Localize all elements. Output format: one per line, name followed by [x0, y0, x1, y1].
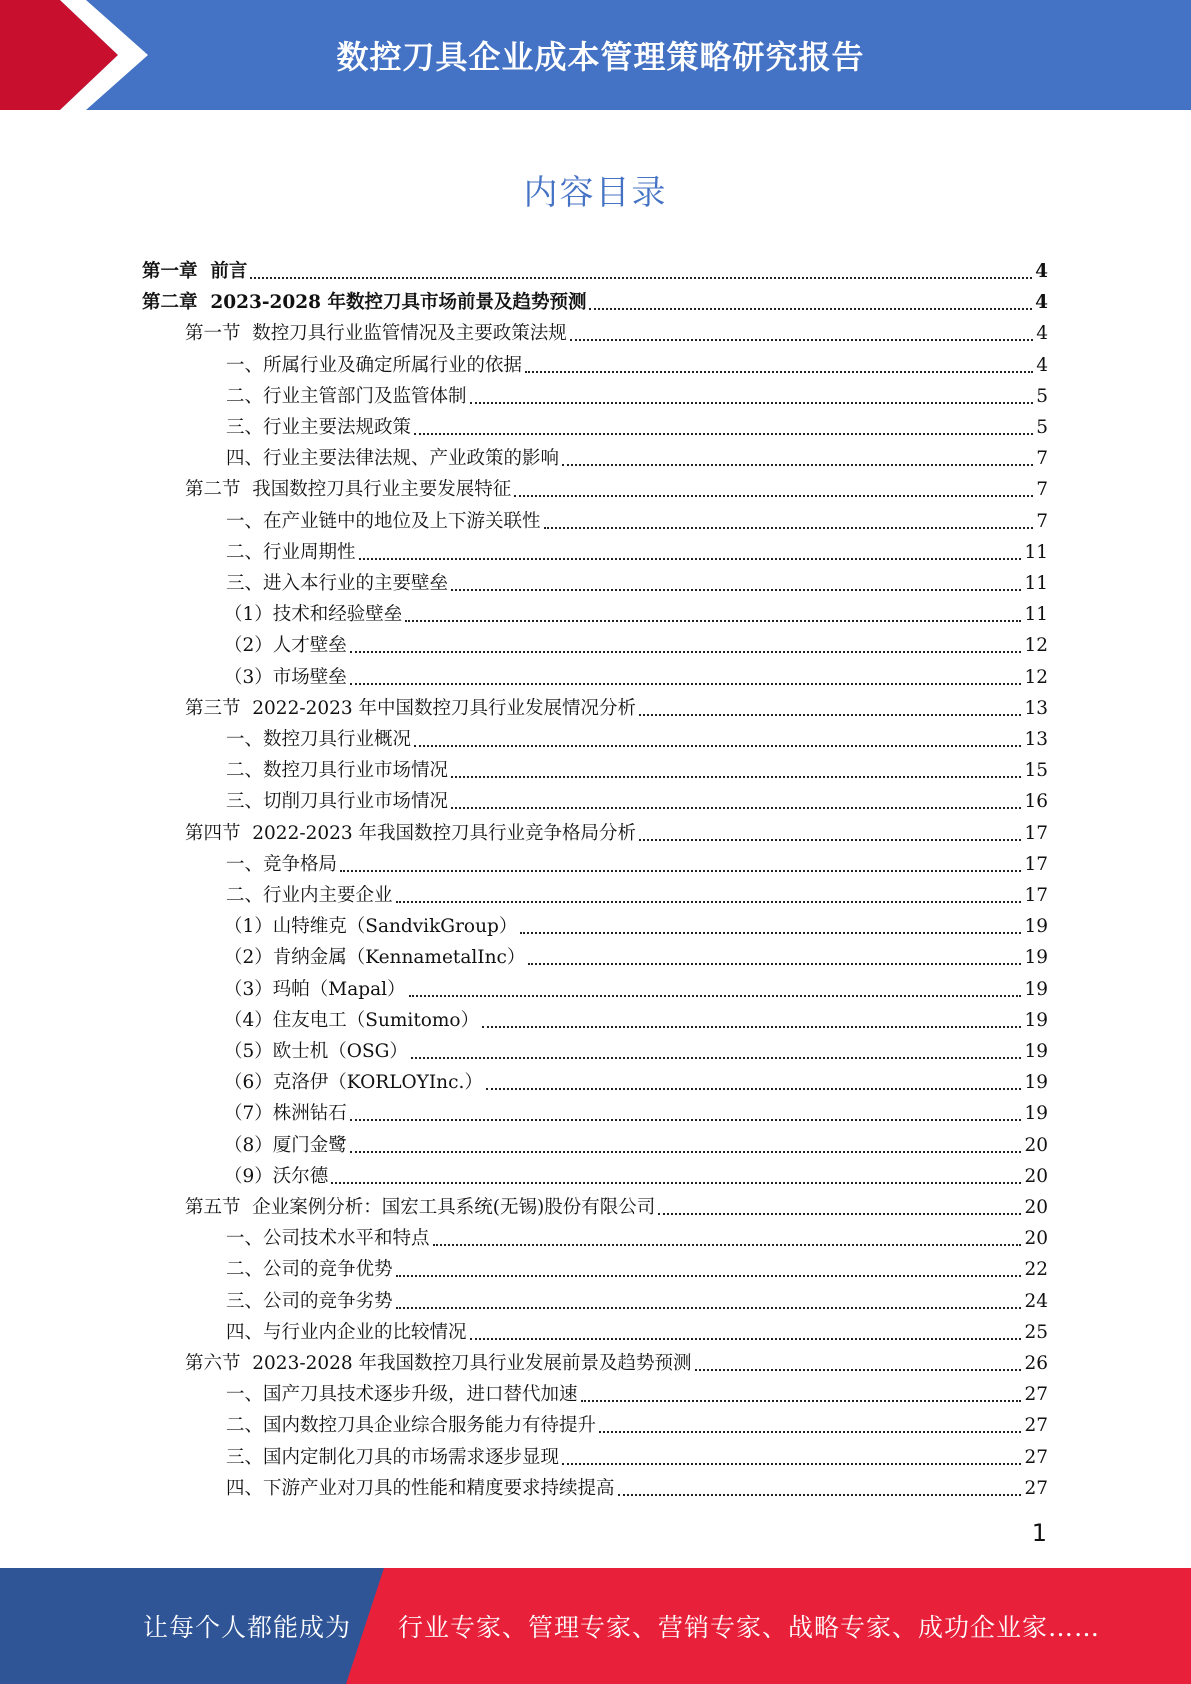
toc-entry-page: 20	[1024, 1134, 1048, 1156]
toc-entry-page: 27	[1024, 1384, 1048, 1406]
toc-entry-title: 三、进入本行业的主要壁垒	[226, 573, 449, 594]
toc-dot-leader	[581, 1398, 1022, 1402]
toc-dot-leader	[250, 275, 1032, 279]
toc-dot-leader	[451, 587, 1021, 591]
toc-entry-title: 第一节 数控刀具行业监管情况及主要政策法规	[185, 323, 567, 345]
toc-entry-page: 27	[1024, 1446, 1048, 1468]
toc-entry[interactable]	[185, 314, 1048, 345]
toc-entry-page: 4	[1036, 354, 1048, 376]
toc-entry-page: 17	[1024, 885, 1048, 906]
toc-dot-leader	[359, 556, 1022, 560]
toc-entry-title: 一、在产业链中的地位及上下游关联性	[226, 510, 541, 532]
page-number: 1	[1031, 1519, 1047, 1547]
toc-entry[interactable]	[224, 1001, 1048, 1032]
toc-entry[interactable]	[226, 1469, 1048, 1500]
toc-entry-title: 二、公司的竞争优势	[226, 1259, 393, 1281]
toc-dot-leader	[562, 1461, 1021, 1465]
toc-entry-page: 27	[1024, 1477, 1048, 1499]
toc-entry-page: 19	[1024, 947, 1048, 969]
toc-entry-page: 19	[1024, 1103, 1048, 1125]
toc-entry-title: 一、公司技术水平和特点	[226, 1228, 430, 1250]
toc-heading: 内容目录	[523, 173, 668, 213]
toc-dot-leader	[658, 1211, 1021, 1215]
toc-entry[interactable]	[185, 1188, 1048, 1219]
toc-entry-page: 22	[1024, 1259, 1048, 1281]
toc-entry[interactable]	[224, 1094, 1048, 1125]
toc-entry[interactable]	[224, 907, 1048, 938]
toc-dot-leader	[639, 837, 1021, 841]
toc-dot-leader	[470, 400, 1034, 404]
toc-entry-title: （9）沃尔德	[224, 1165, 329, 1187]
toc-entry-page: 19	[1024, 1009, 1048, 1031]
toc-entry-page: 13	[1024, 729, 1048, 750]
toc-entry-page: 4	[1035, 292, 1048, 314]
toc-dot-leader	[414, 431, 1033, 435]
toc-entry[interactable]	[224, 658, 1048, 689]
toc-entry-title: （6）克洛伊（KORLOYInc.）	[224, 1072, 483, 1094]
toc-entry[interactable]	[226, 1313, 1048, 1344]
toc-entry-title: 第四节 2022-2023 年我国数控刀具行业竞争格局分析	[185, 822, 637, 844]
toc-entry-title: （4）住友电工（Sumitomo）	[224, 1009, 480, 1031]
toc-entry-title: （8）厦门金鹭	[224, 1134, 347, 1156]
toc-entry-page: 7	[1036, 448, 1048, 470]
toc-entry-title: 二、数控刀具行业市场情况	[226, 760, 449, 782]
toc-dot-leader	[570, 337, 1033, 341]
toc-dot-leader	[396, 1305, 1022, 1309]
toc-entry[interactable]	[226, 1438, 1048, 1469]
footer-slogan-left: 让每个人都能成为	[143, 1613, 352, 1642]
toc-entry[interactable]	[224, 1157, 1048, 1188]
toc-entry-page: 12	[1024, 666, 1048, 688]
toc-entry-title: （1）技术和经验壁垒	[224, 604, 403, 626]
toc-entry-title: 三、公司的竞争劣势	[226, 1290, 393, 1312]
toc-entry-page: 20	[1024, 1197, 1048, 1218]
toc-dot-leader	[409, 993, 1022, 997]
toc-entry[interactable]	[226, 720, 1048, 751]
toc-entry-title: 第一章 前言	[142, 261, 248, 282]
footer-slogan-right: 行业专家、管理专家、营销专家、战略专家、成功企业家……	[398, 1613, 1101, 1642]
toc-entry[interactable]	[226, 1219, 1048, 1250]
toc-entry-title: 一、国产刀具技术逐步升级，进口替代加速	[226, 1384, 578, 1406]
toc-dot-leader	[350, 681, 1022, 685]
toc-entry[interactable]	[224, 1032, 1048, 1063]
toc-dot-leader	[589, 306, 1032, 310]
toc-entry-title: 第二节 我国数控刀具行业主要发展特征	[185, 479, 512, 501]
toc-entry-page: 7	[1036, 510, 1048, 532]
toc-entry[interactable]	[224, 595, 1048, 626]
toc-dot-leader	[331, 1180, 1021, 1184]
toc-entry[interactable]	[226, 876, 1048, 907]
toc-dot-leader	[470, 1336, 1022, 1340]
toc-entry-title: 三、行业主要法规政策	[226, 417, 412, 438]
toc-entry-title: 四、行业主要法律法规、产业政策的影响	[226, 448, 560, 470]
toc-entry[interactable]	[226, 346, 1048, 377]
toc-dot-leader	[544, 525, 1034, 529]
toc-entry[interactable]	[226, 1282, 1048, 1313]
toc-entry[interactable]	[224, 938, 1048, 969]
toc-entry[interactable]	[185, 1344, 1048, 1375]
toc-entry-title: 第五节 企业案例分析：国宏工具系统(无锡)股份有限公司	[185, 1197, 656, 1218]
toc-entry[interactable]	[142, 252, 1048, 283]
toc-dot-leader	[350, 1149, 1022, 1153]
toc-entry-page: 27	[1024, 1415, 1048, 1437]
toc-entry[interactable]	[226, 782, 1048, 813]
toc-dot-leader	[411, 1055, 1022, 1059]
toc-dot-leader	[639, 712, 1021, 716]
toc-dot-leader	[525, 369, 1033, 373]
toc-entry-title: 三、切削刀具行业市场情况	[226, 791, 449, 813]
toc-entry-title: （3）市场壁垒	[224, 666, 347, 688]
toc-entry-title: （2）肯纳金属（KennametalInc）	[224, 947, 526, 969]
toc-entry-title: 四、下游产业对刀具的性能和精度要求持续提高	[226, 1477, 615, 1499]
toc-entry-title: 四、与行业内企业的比较情况	[226, 1321, 467, 1343]
report-title: 数控刀具企业成本管理策略研究报告	[336, 38, 865, 76]
toc-entry-page: 19	[1024, 978, 1048, 1000]
toc-entry-title: 一、所属行业及确定所属行业的依据	[226, 354, 523, 376]
toc-dot-leader	[486, 1086, 1022, 1090]
toc-entry-title: （7）株洲钻石	[224, 1103, 347, 1125]
toc-entry-page: 17	[1024, 822, 1048, 844]
toc-dot-leader	[618, 1492, 1022, 1496]
toc-entry-page: 20	[1024, 1165, 1048, 1187]
toc-entry-page: 17	[1024, 853, 1048, 875]
toc-entry-title: （2）人才壁垒	[224, 635, 347, 657]
toc-dot-leader	[396, 1273, 1022, 1277]
toc-dot-leader	[695, 1367, 1022, 1371]
toc-entry[interactable]	[226, 564, 1048, 595]
toc-entry-title: 二、行业内主要企业	[226, 885, 393, 906]
toc-entry-title: （1）山特维克（SandvikGroup）	[224, 916, 518, 938]
toc-entry[interactable]	[185, 689, 1048, 720]
toc-entry[interactable]	[226, 1406, 1048, 1437]
toc-dot-leader	[520, 930, 1021, 934]
toc-dot-leader	[451, 805, 1021, 809]
toc-entry-title: （3）玛帕（Mapal）	[224, 978, 406, 1000]
toc-entry-title: 二、行业周期性	[226, 541, 356, 563]
toc-entry-page: 12	[1024, 635, 1048, 657]
toc-dot-leader	[414, 743, 1021, 747]
toc-entry[interactable]	[226, 1250, 1048, 1281]
footer-band	[0, 1568, 1191, 1684]
toc-dot-leader	[482, 1024, 1021, 1028]
toc-entry-title: 第六节 2023-2028 年我国数控刀具行业发展前景及趋势预测	[185, 1353, 692, 1374]
toc-entry[interactable]	[226, 377, 1048, 408]
toc-entry[interactable]	[185, 814, 1048, 845]
toc-entry-title: 一、数控刀具行业概况	[226, 729, 412, 750]
toc-entry[interactable]	[226, 845, 1048, 876]
toc-entry-page: 11	[1024, 604, 1048, 626]
toc-entry-page: 15	[1024, 760, 1048, 782]
toc-entry[interactable]	[185, 470, 1048, 501]
toc-entry-page: 13	[1024, 697, 1048, 719]
toc-dot-leader	[514, 493, 1033, 497]
toc-entry[interactable]	[226, 439, 1048, 470]
toc-entry-page: 16	[1024, 791, 1048, 813]
toc-entry-title: 一、竞争格局	[226, 853, 338, 875]
toc-entry[interactable]	[226, 1375, 1048, 1406]
toc-dot-leader	[396, 899, 1022, 903]
toc-entry[interactable]	[142, 283, 1048, 314]
toc-entry-page: 7	[1036, 479, 1048, 501]
toc-entry-page: 11	[1024, 573, 1048, 594]
toc-entry-page: 19	[1024, 1072, 1048, 1094]
toc-dot-leader	[350, 649, 1022, 653]
toc-entry-page: 19	[1024, 1041, 1048, 1062]
toc-entry-page: 4	[1035, 261, 1048, 282]
toc-dot-leader	[433, 1242, 1022, 1246]
toc-dot-leader	[340, 868, 1021, 872]
toc-entry-title: （5）欧士机（OSG）	[224, 1041, 408, 1062]
toc-dot-leader	[405, 618, 1021, 622]
toc-entry[interactable]	[224, 970, 1048, 1001]
toc-entry-page: 5	[1036, 385, 1048, 407]
toc-entry-title: 三、国内定制化刀具的市场需求逐步显现	[226, 1446, 560, 1468]
toc-entry-page: 5	[1036, 417, 1048, 438]
toc-entry-page: 11	[1024, 541, 1048, 563]
toc-entry[interactable]	[224, 1126, 1048, 1157]
toc-dot-leader	[562, 462, 1033, 466]
toc-dot-leader	[451, 774, 1021, 778]
toc-entry-title: 二、国内数控刀具企业综合服务能力有待提升	[226, 1415, 597, 1437]
toc-entry[interactable]	[224, 626, 1048, 657]
toc-dot-leader	[599, 1429, 1021, 1433]
header-band	[0, 0, 1191, 110]
toc-entry-page: 24	[1024, 1290, 1048, 1312]
toc-dot-leader	[528, 961, 1021, 965]
toc-entry[interactable]	[226, 533, 1048, 564]
toc-entry[interactable]	[226, 408, 1048, 439]
toc-entry-title: 第二章 2023-2028 年数控刀具市场前景及趋势预测	[142, 292, 587, 314]
toc-entry-title: 第三节 2022-2023 年中国数控刀具行业发展情况分析	[185, 697, 637, 719]
toc-entry-page: 20	[1024, 1228, 1048, 1250]
toc-entry-title: 二、行业主管部门及监管体制	[226, 385, 467, 407]
toc-entry-page: 19	[1024, 916, 1048, 938]
toc-entry[interactable]	[226, 502, 1048, 533]
toc-entry-page: 4	[1036, 323, 1048, 345]
toc-entry-page: 25	[1024, 1321, 1048, 1343]
toc-entry[interactable]	[226, 751, 1048, 782]
toc-dot-leader	[350, 1117, 1022, 1121]
toc-entry[interactable]	[224, 1063, 1048, 1094]
toc-entry-page: 26	[1024, 1353, 1048, 1374]
